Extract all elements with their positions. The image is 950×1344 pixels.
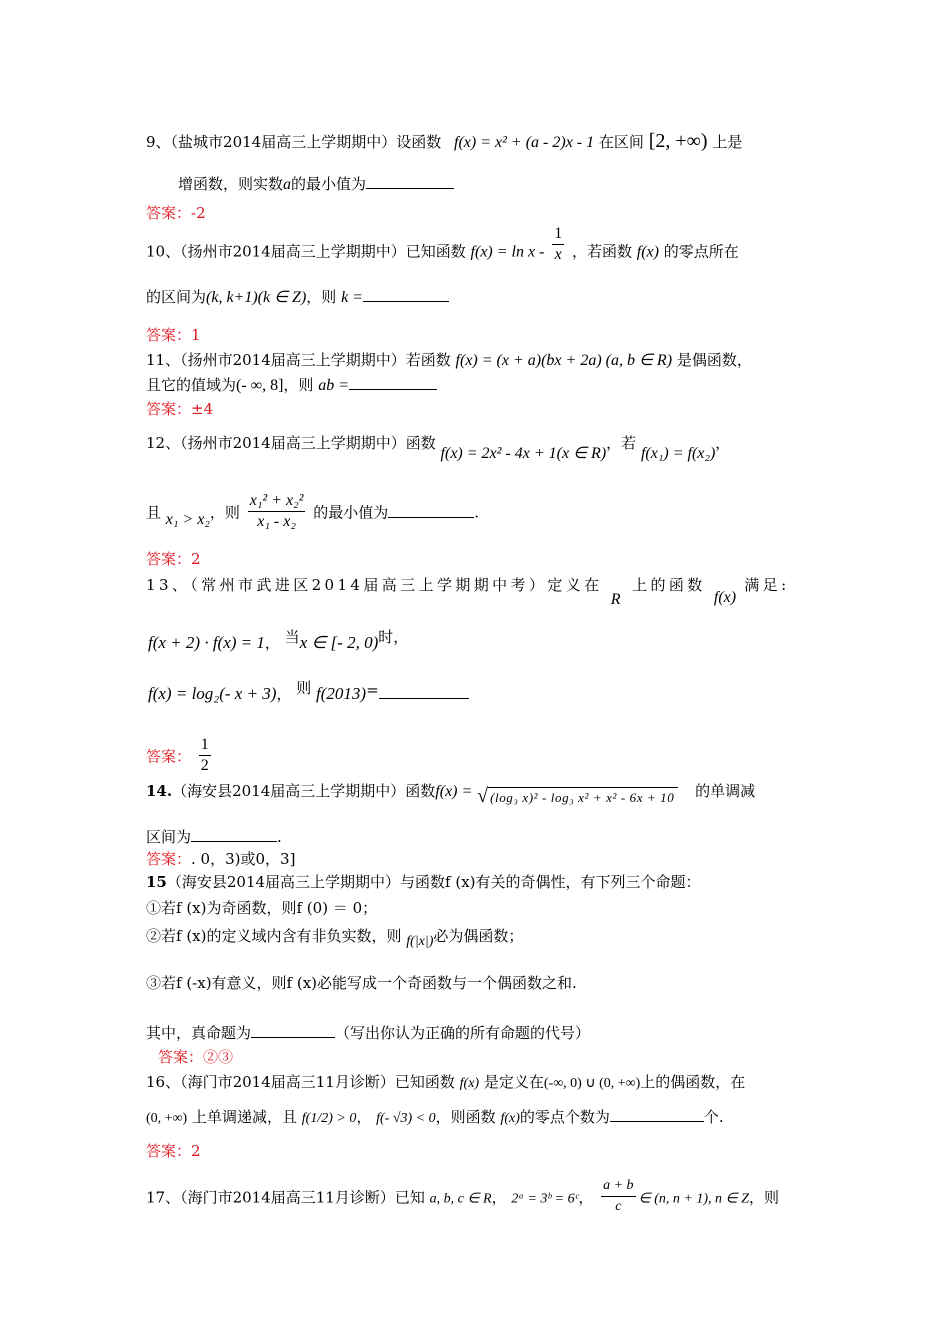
q16-suffix: 上的偶函数，在 (640, 1073, 746, 1091)
q15-proposition-3: ③若f (-x)有意义，则f (x)必能写成一个奇函数与一个偶函数之和. (146, 974, 577, 992)
q16-c1: f(1/2) > 0 (301, 1111, 357, 1126)
q13-answer (146, 737, 214, 778)
q9-suffix: 上是 (712, 133, 743, 151)
q9-answer (146, 203, 206, 223)
q13-eq2: f(x) = log₂(- x + 3) (148, 684, 277, 703)
question-16 (146, 1072, 745, 1094)
q15-blank (251, 1023, 335, 1038)
q17-suffix: ，则 (749, 1188, 780, 1207)
question-16-line2: (0, +∞) 上单调递减，且 f(1/2) > 0， f(- √3) < 0，则函数 f(x)的零点个数为 个. (146, 1108, 724, 1126)
q11-line2b: ，则 (283, 376, 314, 394)
q9-line2b: 的最小值为 (291, 175, 367, 193)
q12-suffix: ， (715, 434, 731, 452)
q13-answer-den: 2 (200, 757, 209, 774)
q14-prefix: （海安县2014届高三上学期期中）函数 (172, 782, 436, 800)
q13-mid: 上的函数 (632, 576, 706, 594)
answer-label: 答案： (158, 1048, 204, 1066)
q11-prefix: 11、（扬州市2014届高三上学期期中）若函数 (146, 351, 451, 369)
answer-value: 2 (191, 1142, 201, 1160)
q12-cond: f(x₁) = f(x₂) (640, 445, 716, 462)
answer-value: ②③ (203, 1048, 234, 1066)
q16-l2b: 上单调递减，且 (191, 1108, 297, 1126)
answer-label: 答案： (146, 550, 192, 568)
q9-formula: f(x) = x² + (a - 2)x - 1 (454, 134, 595, 151)
answer-value: 1 (191, 326, 201, 344)
q15-q2: （写出你认为正确的所有命题的代号） (335, 1024, 591, 1042)
answer-label: 答案： (146, 1142, 192, 1160)
q13-comma1: ， (264, 634, 280, 652)
question-17: 17、（海门市2014届高三11月诊断）已知 a, b, c ∈ R， 2ᵃ = 3ᵇ = 6ᶜ， $\frac{a + b}{c}$ ∈ (n, n + 1), n ∈ Z，则 (146, 1178, 779, 1219)
q11-var: ab = (318, 377, 349, 394)
q10-prefix: 10、（扬州市2014届高三上学期期中）已知函数 (146, 242, 466, 261)
q11-blank (349, 375, 437, 390)
q14-suffix: 的单调减 (695, 782, 756, 800)
q10-line2b: ，则 (306, 288, 337, 306)
q9-var: a (283, 176, 292, 193)
q12-frac-num: x₁² + x₂² (248, 491, 306, 512)
answer-label: 答案： (146, 326, 192, 344)
q17-frac-num: a + b (601, 1176, 635, 1197)
question-12-line2 (146, 493, 479, 534)
q14-sqrt (477, 786, 678, 808)
question-10-line2 (146, 287, 449, 308)
q14-formula: f(x) = (435, 783, 473, 800)
q10-var: k = (341, 289, 363, 306)
question-13 (146, 575, 790, 608)
q15-q: 其中，真命题为 (146, 1024, 252, 1042)
q16-l2c: ，则函数 (435, 1108, 496, 1126)
q14-answer (146, 849, 295, 869)
question-14 (146, 780, 756, 807)
q13-answer-fraction (199, 735, 211, 776)
q14-line2: 区间为 (146, 828, 192, 846)
q16-l2a: (0, +∞) (146, 1111, 188, 1126)
q10-interval: (k, k+1)(k ∈ Z) (206, 289, 307, 306)
q9-mid: 在区间 (598, 133, 644, 151)
q15-answer (158, 1047, 233, 1067)
q10-answer (146, 325, 201, 345)
q17-fraction (601, 1176, 635, 1217)
q10-mid: ，若函数 (571, 242, 632, 261)
q12-line2b: ，则 (209, 503, 240, 522)
q16-blank (610, 1107, 704, 1122)
q12-fraction (248, 491, 306, 532)
q9-line2: 增函数，则实数 (178, 175, 284, 193)
q16-mid: 是定义在 (483, 1073, 544, 1091)
q16-answer (146, 1141, 201, 1161)
q17-frac-den: c (615, 1199, 622, 1214)
q13-when2: 时， (378, 628, 409, 646)
q12-mid: ，若 (606, 434, 637, 452)
q13-when: 当 (284, 628, 300, 646)
q12-answer (146, 549, 201, 569)
q16-prefix: 16、（海门市2014届高三11月诊断）已知函数 (146, 1073, 455, 1091)
q16-domain: (-∞, 0) ∪ (0, +∞) (543, 1076, 641, 1091)
q10-frac-den: x (554, 246, 562, 263)
q15-question (146, 1023, 590, 1043)
q15-prefix: （海安县2014届高三上学期期中）与函数f (x)有关的奇偶性，有下列三个命题： (166, 873, 701, 891)
q14-radicand: (log₃ x)² - log₃ x² + x² - 6x + 10 (488, 787, 678, 805)
q13-fx: f(x) (713, 589, 737, 606)
q16-c2: f(- √3) < 0 (376, 1111, 436, 1126)
q11-formula: f(x) = (x + a)(bx + 2a) (a, b ∈ R) (455, 352, 673, 369)
q14-blank (191, 827, 277, 842)
q11-suffix: 是偶函数， (676, 351, 752, 369)
q10-formula: f(x) = ln x - (470, 243, 545, 261)
answer-label: 答案： (146, 747, 192, 766)
q12-frac-den: x₁ - x₂ (257, 513, 296, 530)
q15-p2a: ②若f (x)的定义域内含有非负实数，则 (146, 927, 402, 945)
answer-label: 答案： (146, 850, 192, 868)
q17-eq: 2ᵃ = 3ᵇ = 6ᶜ (511, 1191, 579, 1207)
question-14-line2 (146, 827, 282, 847)
q16-fx: f(x) (459, 1076, 480, 1091)
question-15 (146, 872, 701, 892)
answer-label: 答案： (146, 204, 192, 222)
q13-suffix: 满足: (744, 576, 790, 594)
radical-sign: √ (477, 785, 489, 807)
q13-eq-sign: = (366, 681, 379, 699)
q9-interval: [2, +∞) (648, 130, 708, 152)
answer-value: -2 (191, 204, 206, 222)
question-11 (146, 350, 752, 371)
q13-dom: x ∈ [- 2, 0) (299, 633, 379, 652)
q15-proposition-1: ①若f (x)为奇函数，则f (0) ＝ 0； (146, 899, 378, 917)
q13-target: f(2013) (316, 684, 367, 703)
q17-cond: ∈ (n, n + 1), n ∈ Z (638, 1191, 749, 1207)
q15-p2b: 必为偶函数； (433, 927, 524, 945)
q16-fx-2: f(x) (500, 1111, 520, 1126)
q17-vars: a, b, c ∈ R (429, 1191, 492, 1207)
q13-comma2: ， (276, 685, 292, 703)
q12-line2d: . (474, 503, 480, 522)
question-9 (146, 131, 742, 153)
q17-prefix: 17、（海门市2014届高三11月诊断）已知 (146, 1188, 425, 1207)
question-13-line2 (148, 628, 409, 653)
question-13-line3 (148, 679, 469, 704)
q10-fx: f(x) (636, 243, 659, 261)
q13-answer-num: 1 (199, 735, 211, 756)
q14-number: 14. (146, 782, 173, 800)
q16-l2d: 的零点个数为 (519, 1108, 610, 1126)
q12-line2c: 的最小值为 (313, 503, 389, 522)
q9-blank (366, 174, 454, 189)
q11-answer (146, 399, 213, 419)
q13-blank (379, 684, 469, 699)
q12-blank (388, 503, 474, 518)
q13-then: 则 (296, 679, 312, 697)
question-9-line2 (178, 174, 454, 195)
q10-line2: 的区间为 (146, 288, 207, 306)
q15-proposition-2 (146, 926, 523, 948)
q12-line2: 且 (146, 503, 162, 522)
q10-suffix: 的零点所在 (663, 242, 739, 261)
question-10 (146, 225, 739, 265)
q15-number: 15 (146, 873, 167, 891)
answer-value: . 0，3)或0，3] (191, 850, 296, 868)
q10-frac-num: 1 (552, 224, 564, 245)
q12-cond2: x₁ > x₂ (165, 510, 210, 528)
q16-l2e: 个. (703, 1108, 724, 1126)
q11-line2: 且它的值域为 (146, 376, 237, 394)
q12-prefix: 12、（扬州市2014届高三上学期期中）函数 (146, 434, 436, 452)
question-12 (146, 433, 731, 462)
q13-eq1: f(x + 2) · f(x) = 1 (148, 633, 265, 652)
q13-prefix: 13、（常州市武进区2014届高三上学期期中考）定义在 (146, 576, 603, 594)
answer-label: 答案： (146, 400, 192, 418)
q12-formula: f(x) = 2x² - 4x + 1(x ∈ R) (440, 445, 607, 462)
answer-value: 2 (191, 550, 201, 568)
q13-R: R (610, 591, 624, 608)
question-11-line2 (146, 375, 437, 396)
q10-fraction (552, 224, 564, 265)
answer-value: ±4 (191, 400, 214, 418)
q15-p2-formula: f(|x|) (406, 934, 434, 949)
q11-range: (- ∞, 8] (236, 377, 284, 394)
q9-prefix: 9、（盐城市2014届高三上学期期中）设函数 (146, 133, 442, 151)
q10-blank (363, 287, 449, 302)
q14-line2b: . (277, 828, 282, 846)
